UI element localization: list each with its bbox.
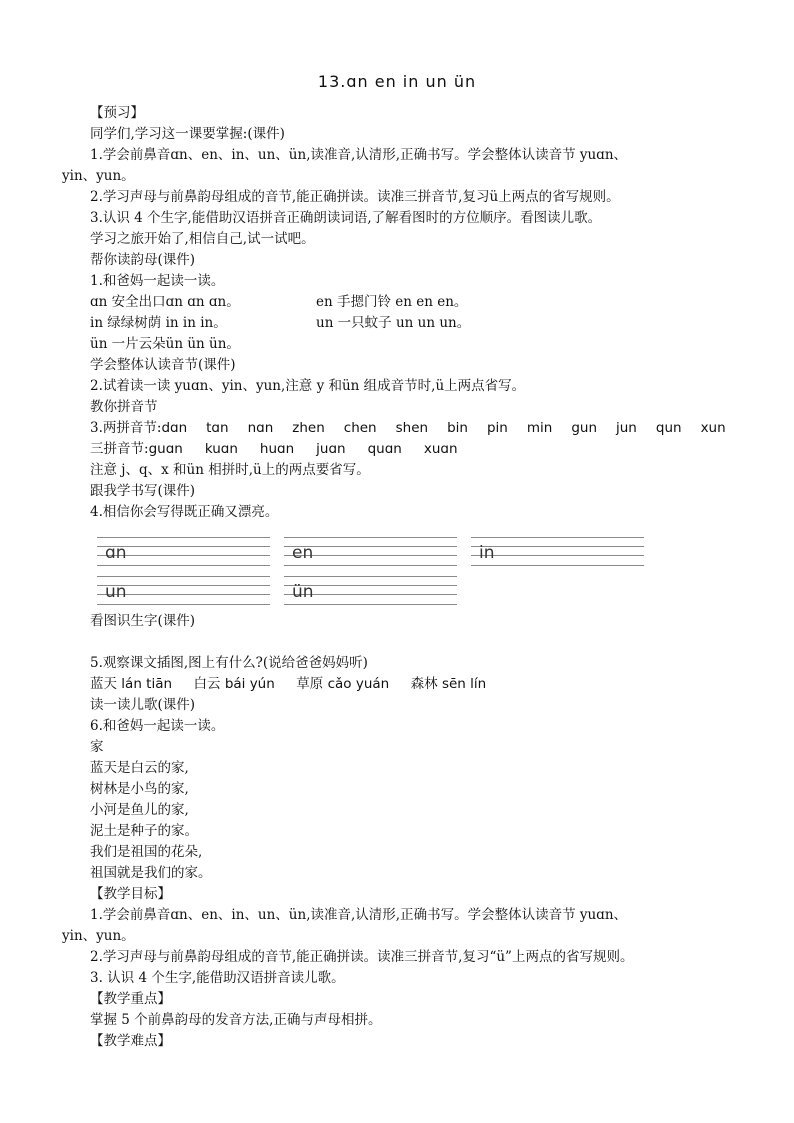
writing-heading: 跟我学书写(课件) [90, 483, 196, 499]
syllable: juɑn [316, 441, 346, 457]
syllable: min [526, 420, 553, 436]
rhyme-an: ɑn 安全出口ɑn ɑn ɑn。 [90, 294, 240, 310]
poem-title: 家 [90, 739, 104, 755]
poem-task: 6.和爸妈一起读一读。 [90, 718, 225, 734]
teaching-goal-1-cont: yin、yun。 [62, 928, 135, 944]
word-hanzi: 森林 [410, 676, 438, 692]
syllable: chen [343, 420, 377, 436]
characters-task: 5.观察课文插图,图上有什么?(说给爸爸妈妈听) [90, 655, 368, 671]
rhyme-un: un 一只蚊子 un un un。 [316, 315, 471, 331]
writing-grid-label: ɑn [105, 543, 127, 563]
teaching-difficulty-heading: 【教学难点】 [90, 1033, 171, 1049]
syllable: shen [395, 420, 429, 436]
rhyme-in: in 绿绿树荫 in in in。 [90, 315, 227, 331]
three-part-label: 三拼音节: [90, 441, 149, 457]
syllable: gun [571, 420, 597, 436]
teaching-goal-2: 2.学习声母与前鼻韵母组成的音节,能正确拼读。读准三拼音节,复习“ü”上两点的省写规则。 [90, 949, 634, 965]
word-pinyin: bái yún [224, 676, 275, 692]
two-part-label: 3.两拼音节: [90, 420, 162, 436]
syllable: xuɑn [423, 441, 458, 457]
syllable: bin [447, 420, 468, 436]
poem-line: 蓝天是白云的家, [90, 760, 189, 776]
poem-heading: 读一读儿歌(课件) [90, 697, 196, 713]
poem-line: 树林是小鸟的家, [90, 781, 189, 797]
writing-grid-yun[interactable] [284, 576, 457, 606]
syllable: xun [700, 420, 726, 436]
word-hanzi: 草原 [296, 676, 324, 692]
two-part-syllables [90, 419, 726, 437]
whole-syllables-heading: 学会整体认读音节(课件) [90, 357, 236, 373]
poem-line: 小河是鱼儿的家, [90, 802, 189, 818]
vocabulary-row [90, 675, 486, 693]
writing-grid-in[interactable] [471, 537, 644, 567]
writing-grid-label: en [292, 543, 314, 563]
teaching-goals-heading: 【教学目标】 [90, 886, 171, 902]
lesson-title: 13.ɑn en in un ün [317, 72, 477, 91]
two-part-list [161, 420, 725, 436]
whole-syllables-task: 2.试着读一读 yuɑn、yin、yun,注意 y 和ün 组成音节时,ü上两点省写。 [90, 378, 526, 394]
preview-start: 学习之旅开始了,相信自己,试一试吧。 [90, 231, 315, 247]
syllable: zhen [292, 420, 325, 436]
syllable: nɑn [247, 420, 274, 436]
word-pinyin: cǎo yuán [327, 676, 390, 692]
writing-grid-label: in [479, 543, 495, 563]
teaching-goal-1: 1.学会前鼻音ɑn、en、in、un、ün,读准音,认清形,正确书写。学会整体认读音节 yuɑn、 [90, 907, 628, 923]
writing-grid-label: ün [292, 582, 314, 602]
word-hanzi: 白云 [193, 676, 221, 692]
syllable: dɑn [161, 420, 188, 436]
word-pinyin: lán tiān [121, 676, 173, 692]
writing-grid-en[interactable] [284, 537, 457, 567]
spelling-heading: 教你拼音节 [90, 399, 158, 415]
teaching-key-heading: 【教学重点】 [90, 991, 171, 1007]
poem-line: 我们是祖国的花朵, [90, 844, 203, 860]
writing-grid-an[interactable] [97, 537, 270, 567]
characters-heading: 看图识生字(课件) [90, 613, 196, 629]
teaching-goal-3: 3. 认识 4 个生字,能借助汉语拼音读儿歌。 [90, 970, 345, 986]
three-part-syllables [90, 440, 458, 458]
rhyme-en: en 手摁门铃 en en en。 [316, 294, 468, 310]
preview-intro: 同学们,学习这一课要掌握:(课件) [90, 126, 285, 142]
preview-goal-1: 1.学会前鼻音ɑn、en、in、un、ün,读准音,认清形,正确书写。学会整体认读音节 yuɑn、 [90, 147, 628, 163]
syllable: guɑn [148, 441, 183, 457]
spelling-note: 注意 j、q、x 和ün 相拼时,ü上的两点要省写。 [90, 462, 370, 478]
syllable: pin [486, 420, 508, 436]
teaching-key: 掌握 5 个前鼻韵母的发音方法,正确与声母相拼。 [90, 1012, 382, 1028]
writing-grid-label: un [105, 582, 127, 602]
writing-task: 4.相信你会写得既正确又漂亮。 [90, 504, 279, 520]
poem-line: 祖国就是我们的家。 [90, 865, 212, 881]
syllable: kuɑn [204, 441, 238, 457]
syllable: quɑn [367, 441, 402, 457]
word-hanzi: 蓝天 [90, 676, 117, 692]
three-part-list [149, 441, 458, 457]
syllable: jun [616, 420, 637, 436]
preview-heading: 【预习】 [90, 105, 144, 121]
syllable: qun [655, 420, 682, 436]
syllable: tɑn [206, 420, 229, 436]
preview-goal-3: 3.认识 4 个生字,能借助汉语拼音正确朗读词语,了解看图时的方位顺序。看图读儿歌。 [90, 210, 602, 226]
syllable: huɑn [259, 441, 295, 457]
word-pinyin: sēn lín [441, 676, 487, 692]
writing-grid-un[interactable] [97, 576, 270, 606]
preview-goal-1-cont: yin、yun。 [62, 168, 135, 184]
read-finals-task: 1.和爸妈一起读一读。 [90, 273, 225, 289]
preview-goal-2: 2.学习声母与前鼻韵母组成的音节,能正确拼读。读准三拼音节,复习ü上两点的省写规则。 [90, 189, 620, 205]
rhyme-yun: ün 一片云朵ün ün ün。 [90, 336, 240, 352]
read-finals-heading: 帮你读韵母(课件) [90, 252, 196, 268]
poem-line: 泥土是种子的家。 [90, 823, 198, 839]
